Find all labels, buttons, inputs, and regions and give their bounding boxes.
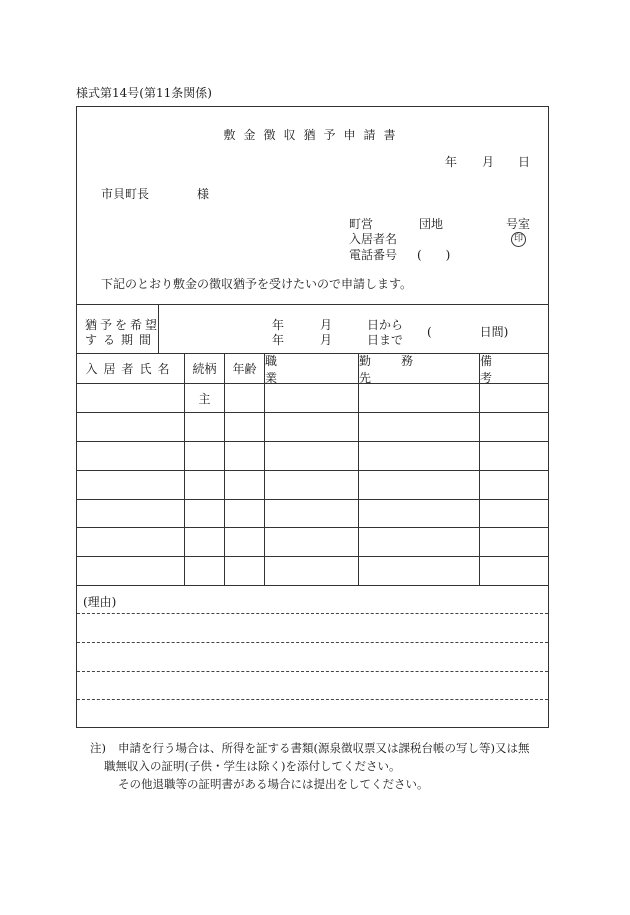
period-days: ( 日間) <box>427 325 509 339</box>
divider <box>224 353 225 585</box>
divider <box>77 304 548 305</box>
seal-icon: 印 <box>511 232 526 247</box>
period-from-month: 月 <box>320 318 333 332</box>
addressee-name: 市貝町長 <box>101 187 150 201</box>
reason-line <box>77 613 548 614</box>
period-label-line1: 猶予を希望 <box>85 318 161 332</box>
relation-head-cell: 主 <box>198 391 211 406</box>
header-resident-name: 入居者氏名 <box>85 362 176 376</box>
divider <box>77 527 548 528</box>
divider <box>77 470 548 471</box>
reason-label: (理由) <box>83 595 117 609</box>
room-label: 号室 <box>506 217 531 231</box>
divider <box>264 353 265 585</box>
reason-line <box>77 699 548 700</box>
town-label: 町営 <box>349 217 374 231</box>
note-line-1: 申請を行う場合は、所得を証する書類(源泉徴収票又は課税台帳の写し等)又は無 <box>118 741 530 755</box>
divider <box>77 412 548 413</box>
seal-mark <box>511 230 526 247</box>
divider <box>358 353 359 585</box>
date-year: 年 <box>445 155 458 169</box>
resident-name-label: 入居者名 <box>349 232 398 246</box>
divider <box>77 499 548 500</box>
header-age: 年齢 <box>232 362 257 376</box>
application-form <box>76 106 549 728</box>
period-to-year: 年 <box>272 333 285 347</box>
reason-line <box>77 642 548 643</box>
date-day: 日 <box>518 155 531 169</box>
note-marker: 注) <box>90 741 106 755</box>
period-from-year: 年 <box>272 318 285 332</box>
request-sentence: 下記のとおり敷金の徴収猶予を受けたいので申請します。 <box>101 277 413 291</box>
header-relation: 続柄 <box>192 362 217 376</box>
date-month: 月 <box>482 155 495 169</box>
addressee-honorific: 様 <box>197 187 210 201</box>
phone-parens: ( ) <box>417 248 451 262</box>
complex-label: 団地 <box>419 217 444 231</box>
period-to-month: 月 <box>320 333 333 347</box>
header-occupation: 職業 <box>265 353 332 385</box>
header-remarks: 備考 <box>480 353 527 385</box>
reason-line <box>77 671 548 672</box>
period-label-line2: する期間 <box>85 333 158 347</box>
period-to-day: 日まで <box>367 333 404 347</box>
divider <box>77 556 548 557</box>
divider <box>479 353 480 585</box>
period-from-day: 日から <box>367 318 404 332</box>
divider <box>77 441 548 442</box>
form-number-label: 様式第14号(第11条関係) <box>76 86 212 100</box>
phone-label: 電話番号 <box>349 248 398 262</box>
note-line-2: 職無収入の証明(子供・学生は除く)を添付してください。 <box>104 759 401 773</box>
note-line-3: その他退職等の証明書がある場合には提出をしてください。 <box>118 777 429 791</box>
divider <box>77 585 548 586</box>
form-title: 敷金徴収猶予申請書 <box>223 128 404 142</box>
header-workplace: 勤務先 <box>359 353 444 385</box>
